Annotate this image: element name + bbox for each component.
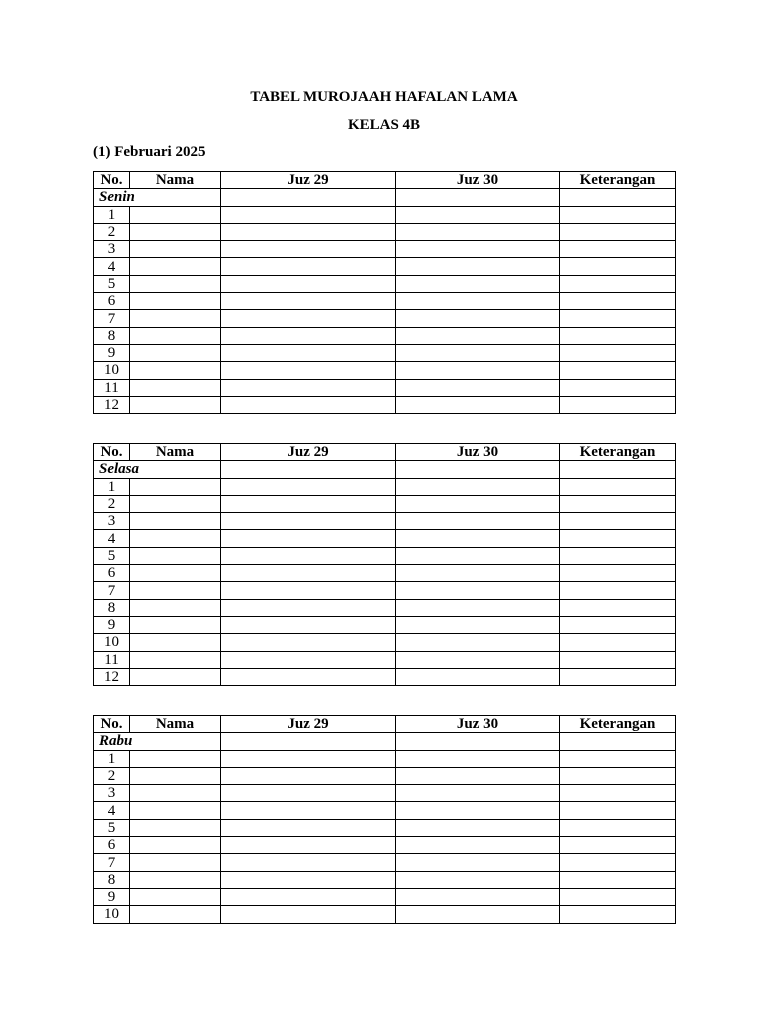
period-label: (1) Februari 2025	[93, 144, 206, 160]
day-label: Selasa	[94, 461, 221, 478]
cell-juz-29	[221, 582, 396, 599]
cell-juz-29	[221, 478, 396, 495]
cell-juz-30	[396, 293, 560, 310]
column-header-juz-30: Juz 30	[396, 716, 560, 733]
row-number: 5	[94, 547, 130, 564]
table-row	[94, 750, 676, 767]
row-number: 1	[94, 206, 130, 223]
cell-nama	[130, 582, 221, 599]
table-row	[94, 362, 676, 379]
cell-juz-30	[396, 344, 560, 361]
cell-juz-29	[221, 733, 396, 750]
column-header-juz-29: Juz 29	[221, 172, 396, 189]
column-header-keterangan: Keterangan	[560, 444, 676, 461]
cell-juz-29	[221, 565, 396, 582]
cell-keterangan	[560, 362, 676, 379]
cell-juz-30	[396, 785, 560, 802]
cell-nama	[130, 906, 221, 923]
table-row	[94, 379, 676, 396]
cell-nama	[130, 599, 221, 616]
cell-juz-30	[396, 495, 560, 512]
cell-juz-29	[221, 785, 396, 802]
table-row	[94, 258, 676, 275]
cell-nama	[130, 495, 221, 512]
column-header-keterangan: Keterangan	[560, 716, 676, 733]
table-header-row	[94, 172, 676, 189]
cell-juz-29	[221, 379, 396, 396]
cell-juz-29	[221, 206, 396, 223]
cell-nama	[130, 837, 221, 854]
murojaah-table-rabu	[93, 715, 676, 924]
row-number: 5	[94, 819, 130, 836]
table-row	[94, 396, 676, 413]
table-header-row	[94, 716, 676, 733]
day-label: Senin	[94, 189, 221, 206]
cell-juz-30	[396, 565, 560, 582]
cell-keterangan	[560, 733, 676, 750]
cell-nama	[130, 651, 221, 668]
cell-juz-29	[221, 906, 396, 923]
cell-keterangan	[560, 785, 676, 802]
row-number: 12	[94, 396, 130, 413]
cell-nama	[130, 513, 221, 530]
table-row	[94, 854, 676, 871]
cell-keterangan	[560, 495, 676, 512]
cell-juz-30	[396, 750, 560, 767]
cell-keterangan	[560, 327, 676, 344]
cell-juz-30	[396, 871, 560, 888]
cell-juz-29	[221, 258, 396, 275]
cell-keterangan	[560, 888, 676, 905]
table-row	[94, 767, 676, 784]
cell-juz-30	[396, 362, 560, 379]
cell-juz-29	[221, 495, 396, 512]
cell-juz-29	[221, 189, 396, 206]
cell-juz-30	[396, 582, 560, 599]
row-number: 4	[94, 258, 130, 275]
cell-nama	[130, 241, 221, 258]
cell-keterangan	[560, 513, 676, 530]
column-header-nama: Nama	[130, 444, 221, 461]
row-number: 11	[94, 651, 130, 668]
cell-nama	[130, 616, 221, 633]
row-number: 9	[94, 888, 130, 905]
row-number: 12	[94, 668, 130, 685]
cell-juz-30	[396, 223, 560, 240]
cell-nama	[130, 767, 221, 784]
cell-nama	[130, 223, 221, 240]
row-number: 3	[94, 241, 130, 258]
table-row	[94, 871, 676, 888]
table-row	[94, 802, 676, 819]
cell-juz-29	[221, 802, 396, 819]
cell-nama	[130, 565, 221, 582]
cell-juz-29	[221, 651, 396, 668]
row-number: 6	[94, 565, 130, 582]
table-row	[94, 223, 676, 240]
cell-nama	[130, 785, 221, 802]
column-header-nama: Nama	[130, 716, 221, 733]
row-number: 4	[94, 802, 130, 819]
table-row	[94, 495, 676, 512]
cell-keterangan	[560, 750, 676, 767]
cell-nama	[130, 258, 221, 275]
cell-keterangan	[560, 802, 676, 819]
cell-juz-29	[221, 223, 396, 240]
cell-juz-30	[396, 599, 560, 616]
table-row	[94, 241, 676, 258]
table-row	[94, 837, 676, 854]
cell-keterangan	[560, 616, 676, 633]
cell-keterangan	[560, 651, 676, 668]
cell-juz-30	[396, 802, 560, 819]
cell-juz-29	[221, 634, 396, 651]
row-number: 10	[94, 362, 130, 379]
cell-juz-30	[396, 854, 560, 871]
class-label: KELAS 4B	[347, 117, 421, 133]
table-row	[94, 547, 676, 564]
row-number: 9	[94, 616, 130, 633]
column-header-no: No.	[94, 444, 130, 461]
row-number: 6	[94, 837, 130, 854]
column-header-juz-30: Juz 30	[396, 172, 560, 189]
table-row	[94, 785, 676, 802]
table-row	[94, 651, 676, 668]
row-number: 8	[94, 871, 130, 888]
table-row	[94, 513, 676, 530]
table-row	[94, 275, 676, 292]
table-row	[94, 668, 676, 685]
cell-keterangan	[560, 819, 676, 836]
cell-juz-29	[221, 668, 396, 685]
row-number: 7	[94, 854, 130, 871]
cell-juz-29	[221, 310, 396, 327]
cell-juz-30	[396, 668, 560, 685]
table-header-row	[94, 444, 676, 461]
column-header-nama: Nama	[130, 172, 221, 189]
cell-nama	[130, 888, 221, 905]
cell-keterangan	[560, 206, 676, 223]
cell-juz-29	[221, 767, 396, 784]
cell-nama	[130, 396, 221, 413]
cell-nama	[130, 293, 221, 310]
table-row	[94, 530, 676, 547]
table-row	[94, 819, 676, 836]
table-row	[94, 327, 676, 344]
cell-juz-29	[221, 396, 396, 413]
cell-nama	[130, 530, 221, 547]
cell-nama	[130, 547, 221, 564]
day-row	[94, 189, 676, 206]
cell-keterangan	[560, 837, 676, 854]
cell-keterangan	[560, 310, 676, 327]
cell-juz-29	[221, 293, 396, 310]
column-header-juz-30: Juz 30	[396, 444, 560, 461]
cell-juz-30	[396, 461, 560, 478]
cell-juz-29	[221, 616, 396, 633]
cell-juz-29	[221, 327, 396, 344]
cell-keterangan	[560, 379, 676, 396]
table-row	[94, 206, 676, 223]
cell-juz-30	[396, 651, 560, 668]
table-row	[94, 599, 676, 616]
cell-juz-29	[221, 344, 396, 361]
row-number: 11	[94, 379, 130, 396]
cell-juz-30	[396, 258, 560, 275]
cell-juz-29	[221, 241, 396, 258]
cell-keterangan	[560, 871, 676, 888]
cell-keterangan	[560, 344, 676, 361]
document-title: TABEL MUROJAAH HAFALAN LAMA	[250, 89, 518, 105]
cell-keterangan	[560, 906, 676, 923]
table-row	[94, 634, 676, 651]
cell-nama	[130, 310, 221, 327]
cell-nama	[130, 275, 221, 292]
murojaah-table-selasa	[93, 443, 676, 686]
column-header-no: No.	[94, 172, 130, 189]
cell-nama	[130, 871, 221, 888]
cell-juz-30	[396, 837, 560, 854]
row-number: 1	[94, 750, 130, 767]
cell-juz-30	[396, 634, 560, 651]
cell-nama	[130, 634, 221, 651]
cell-juz-30	[396, 906, 560, 923]
cell-juz-30	[396, 396, 560, 413]
cell-keterangan	[560, 275, 676, 292]
table-row	[94, 344, 676, 361]
cell-keterangan	[560, 854, 676, 871]
row-number: 10	[94, 634, 130, 651]
table-row	[94, 565, 676, 582]
cell-juz-29	[221, 461, 396, 478]
cell-juz-29	[221, 750, 396, 767]
row-number: 8	[94, 599, 130, 616]
cell-nama	[130, 362, 221, 379]
cell-juz-29	[221, 275, 396, 292]
cell-keterangan	[560, 461, 676, 478]
table-row	[94, 888, 676, 905]
cell-keterangan	[560, 668, 676, 685]
cell-juz-30	[396, 819, 560, 836]
cell-juz-29	[221, 888, 396, 905]
table-row	[94, 906, 676, 923]
day-row	[94, 461, 676, 478]
cell-juz-29	[221, 530, 396, 547]
row-number: 2	[94, 495, 130, 512]
cell-nama	[130, 206, 221, 223]
row-number: 4	[94, 530, 130, 547]
row-number: 9	[94, 344, 130, 361]
cell-keterangan	[560, 396, 676, 413]
day-label: Rabu	[94, 733, 221, 750]
cell-keterangan	[560, 767, 676, 784]
cell-juz-29	[221, 599, 396, 616]
cell-juz-29	[221, 854, 396, 871]
cell-nama	[130, 668, 221, 685]
cell-juz-29	[221, 819, 396, 836]
cell-keterangan	[560, 478, 676, 495]
cell-keterangan	[560, 241, 676, 258]
row-number: 2	[94, 223, 130, 240]
cell-keterangan	[560, 582, 676, 599]
cell-juz-29	[221, 871, 396, 888]
cell-juz-30	[396, 206, 560, 223]
table-row	[94, 582, 676, 599]
cell-juz-30	[396, 310, 560, 327]
cell-juz-30	[396, 733, 560, 750]
cell-juz-30	[396, 189, 560, 206]
cell-keterangan	[560, 189, 676, 206]
cell-keterangan	[560, 530, 676, 547]
cell-nama	[130, 344, 221, 361]
cell-keterangan	[560, 599, 676, 616]
cell-juz-30	[396, 530, 560, 547]
cell-keterangan	[560, 258, 676, 275]
row-number: 3	[94, 785, 130, 802]
cell-juz-30	[396, 547, 560, 564]
cell-nama	[130, 478, 221, 495]
cell-juz-30	[396, 327, 560, 344]
day-row	[94, 733, 676, 750]
cell-juz-30	[396, 478, 560, 495]
row-number: 3	[94, 513, 130, 530]
column-header-juz-29: Juz 29	[221, 444, 396, 461]
cell-keterangan	[560, 565, 676, 582]
cell-nama	[130, 819, 221, 836]
cell-nama	[130, 802, 221, 819]
cell-nama	[130, 750, 221, 767]
row-number: 5	[94, 275, 130, 292]
column-header-keterangan: Keterangan	[560, 172, 676, 189]
column-header-no: No.	[94, 716, 130, 733]
row-number: 7	[94, 310, 130, 327]
table-row	[94, 310, 676, 327]
row-number: 10	[94, 906, 130, 923]
cell-juz-30	[396, 379, 560, 396]
murojaah-table-senin	[93, 171, 676, 414]
cell-keterangan	[560, 293, 676, 310]
cell-keterangan	[560, 223, 676, 240]
row-number: 7	[94, 582, 130, 599]
cell-juz-30	[396, 616, 560, 633]
cell-nama	[130, 327, 221, 344]
cell-nama	[130, 379, 221, 396]
table-row	[94, 478, 676, 495]
table-row	[94, 293, 676, 310]
row-number: 2	[94, 767, 130, 784]
cell-juz-30	[396, 241, 560, 258]
table-row	[94, 616, 676, 633]
cell-juz-29	[221, 362, 396, 379]
cell-keterangan	[560, 634, 676, 651]
row-number: 8	[94, 327, 130, 344]
cell-keterangan	[560, 547, 676, 564]
cell-juz-30	[396, 275, 560, 292]
cell-juz-30	[396, 767, 560, 784]
cell-nama	[130, 854, 221, 871]
cell-juz-29	[221, 513, 396, 530]
row-number: 6	[94, 293, 130, 310]
cell-juz-30	[396, 888, 560, 905]
column-header-juz-29: Juz 29	[221, 716, 396, 733]
cell-juz-30	[396, 513, 560, 530]
row-number: 1	[94, 478, 130, 495]
cell-juz-29	[221, 547, 396, 564]
cell-juz-29	[221, 837, 396, 854]
